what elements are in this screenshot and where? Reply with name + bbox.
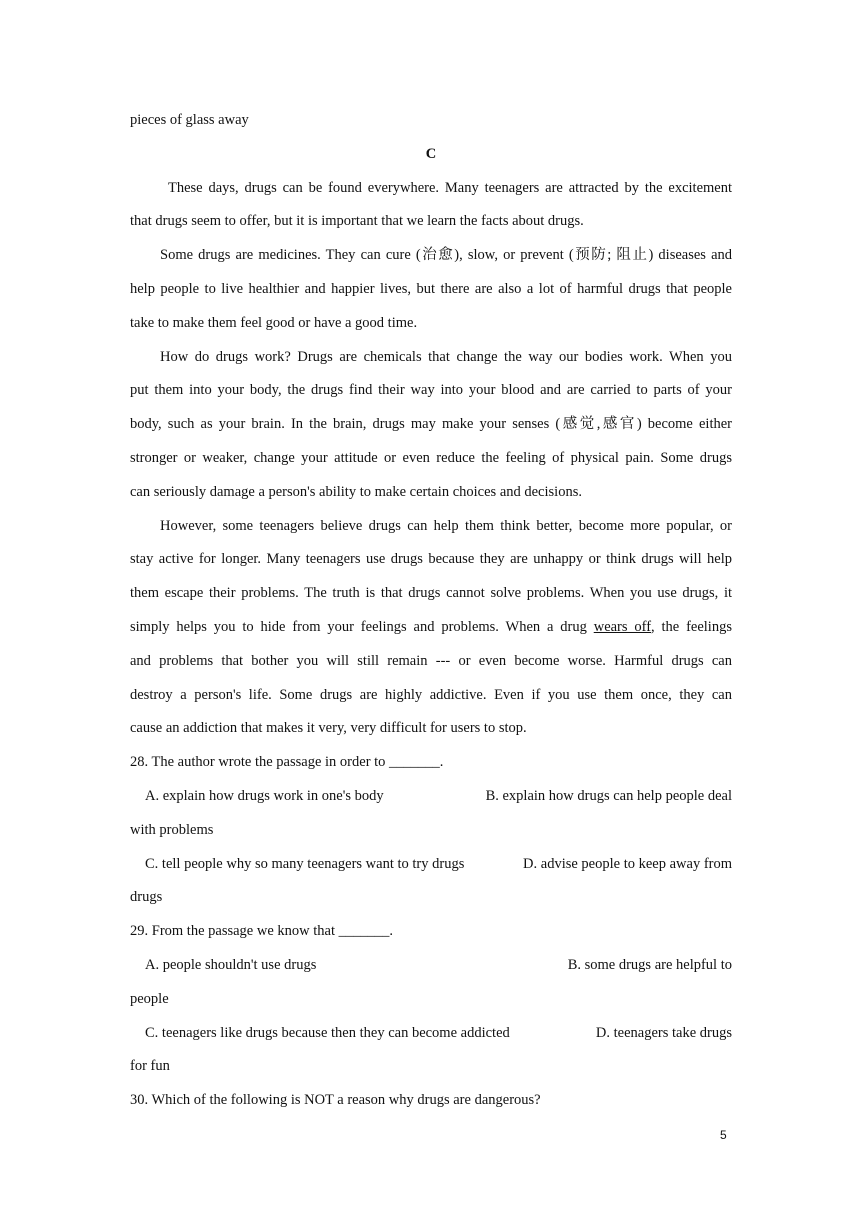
paragraph-line: cause an addiction that makes it very, very difficult for users to stop. (130, 720, 527, 737)
option-d-continuation: drugs (130, 889, 163, 906)
option-d: D. teenagers take drugs (595, 1024, 732, 1041)
option-d: D. advise people to keep away from (523, 855, 732, 872)
option-b-continuation: people (130, 990, 169, 1007)
paragraph-line (130, 611, 732, 645)
paragraph-line: These days, drugs can be found everywhere. Many teenagers are attracted by the excitement (168, 179, 732, 196)
question-stem: 30. Which of the following is NOT a reason why drugs are dangerous? (130, 1092, 541, 1109)
paragraph-line: How do drugs work? Drugs are chemicals that change the way our bodies work. When you (160, 348, 732, 365)
paragraph-line: body, such as your brain. In the brain, drugs may make your senses (感觉,感官) become either (130, 416, 732, 433)
paragraph-1 (130, 172, 732, 240)
question-28 (130, 746, 732, 915)
paragraph-line: and problems that bother you will still remain --- or even become worse. Harmful drugs can (130, 652, 732, 669)
question-stem: 28. The author wrote the passage in order to _______. (130, 754, 444, 771)
paragraph-4 (130, 510, 732, 747)
paragraph-line: However, some teenagers believe drugs can help them think better, become more popular, or (160, 517, 732, 534)
option-b-continuation: with problems (130, 821, 214, 838)
option-row (130, 848, 732, 882)
option-row (130, 780, 732, 814)
paragraph-2 (130, 239, 732, 340)
option-b: B. explain how drugs can help people deal (485, 787, 732, 804)
option-row (130, 1017, 732, 1051)
section-title: C (425, 145, 437, 162)
underlined-phrase: wears off (593, 618, 652, 635)
paragraph-line: them escape their problems. The truth is that drugs cannot solve problems. When you use drugs, it (130, 585, 732, 602)
paragraph-line: destroy a person's life. Some drugs are highly addictive. Even if you use them once, they can (130, 686, 732, 703)
document-page (130, 104, 732, 1118)
question-29 (130, 915, 732, 1084)
paragraph-line: help people to live healthier and happier lives, but there are also a lot of harmful drugs that people (130, 280, 732, 297)
line-segment: simply helps you to hide from your feelings and problems. When a drug (130, 618, 594, 635)
option-a: A. explain how drugs work in one's body (145, 787, 384, 804)
previous-option-tail: pieces of glass away (130, 112, 249, 128)
paragraph-3 (130, 341, 732, 510)
option-d-continuation: for fun (130, 1058, 170, 1075)
paragraph-line: Some drugs are medicines. They can cure (治愈), slow, or prevent (预防; 阻止) diseases and (160, 247, 732, 264)
paragraph-line: put them into your body, the drugs find their way into your blood and are carried to parts of your (130, 382, 732, 399)
line-segment: , the feelings (651, 618, 732, 635)
option-a: A. people shouldn't use drugs (145, 956, 317, 973)
question-stem: 29. From the passage we know that _______. (130, 923, 393, 940)
page-number: 5 (720, 1128, 727, 1142)
paragraph-line: that drugs seem to offer, but it is important that we learn the facts about drugs. (130, 213, 584, 230)
option-c: C. teenagers like drugs because then they can become addicted (145, 1024, 510, 1041)
paragraph-line: take to make them feel good or have a good time. (130, 314, 418, 331)
paragraph-line: can seriously damage a person's ability to make certain choices and decisions. (130, 483, 582, 500)
paragraph-line: stronger or weaker, change your attitude or even reduce the feeling of physical pain. Some drugs (130, 449, 732, 466)
option-c: C. tell people why so many teenagers want to try drugs (145, 855, 465, 872)
question-30 (130, 1084, 732, 1118)
option-b: B. some drugs are helpful to (567, 956, 732, 973)
option-row (130, 949, 732, 983)
paragraph-line: stay active for longer. Many teenagers use drugs because they are unhappy or think drugs will help (130, 551, 732, 568)
